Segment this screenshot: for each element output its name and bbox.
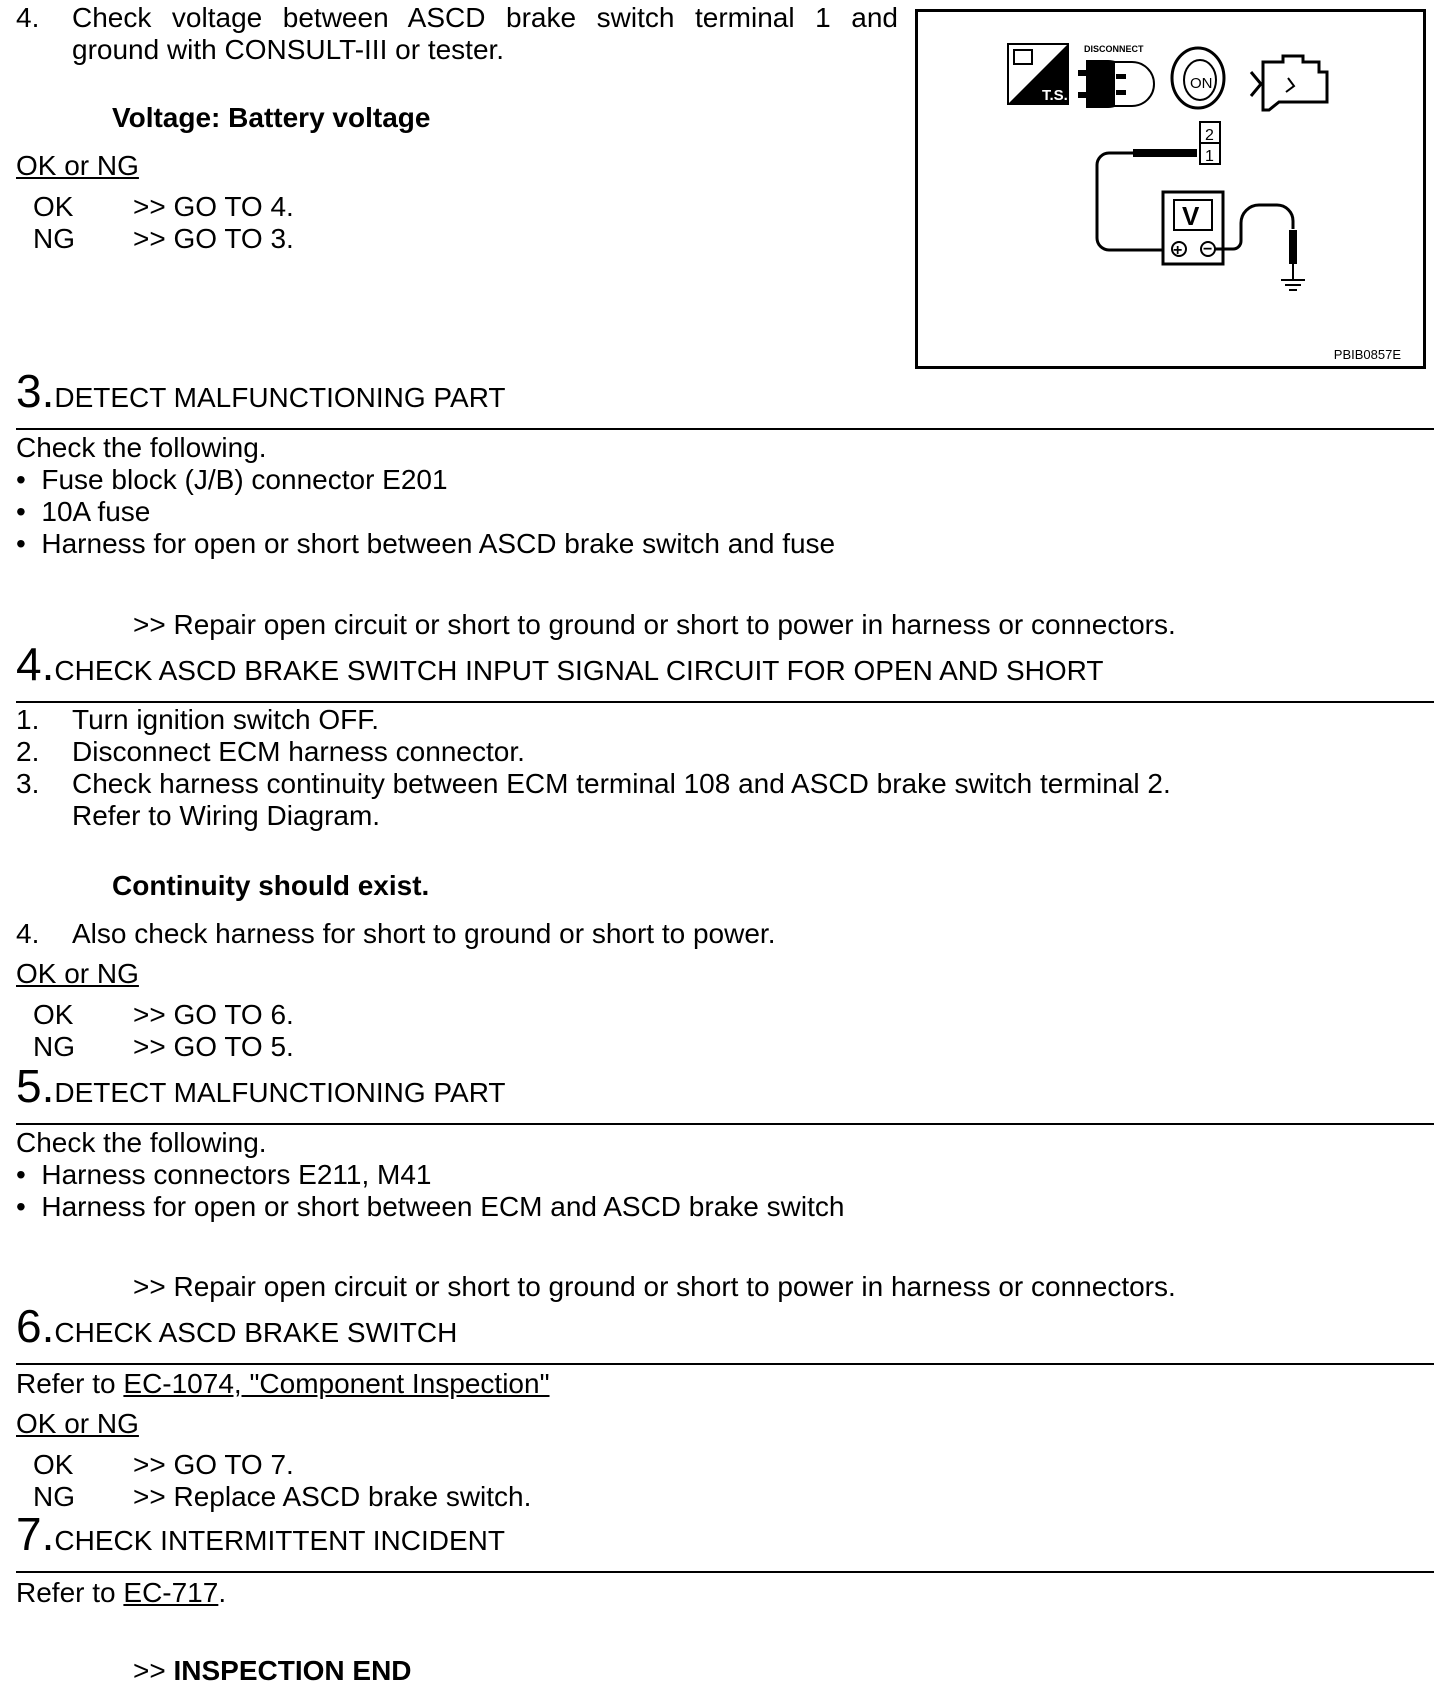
- figure-code: PBIB0857E: [1333, 347, 1401, 362]
- item-number: 4.: [16, 918, 40, 949]
- ok-action: >> GO TO 6.: [133, 999, 294, 1030]
- step-number: 6.: [16, 1300, 55, 1352]
- divider: [16, 428, 1434, 430]
- step-number: 7.: [16, 1508, 55, 1560]
- refer-text: Refer to EC-1074, "Component Inspection": [16, 1368, 550, 1399]
- ng-action: >> Replace ASCD brake switch.: [133, 1481, 532, 1512]
- intro-text: Check the following.: [16, 432, 267, 463]
- step-title: DETECT MALFUNCTIONING PART: [54, 1077, 506, 1108]
- ng-action: >> GO TO 5.: [133, 1031, 294, 1062]
- list-item: • Harness for open or short between ECM and ASCD brake switch: [16, 1191, 845, 1222]
- disconnect-icon: [1078, 44, 1154, 108]
- svg-text:+: +: [1173, 242, 1183, 259]
- divider: [16, 1363, 1434, 1365]
- svg-text:1: 1: [1205, 148, 1214, 165]
- svg-text:−: −: [1203, 241, 1213, 258]
- ok-ng-heading: OK or NG: [16, 1408, 139, 1439]
- svg-text:DISCONNECT: DISCONNECT: [1084, 44, 1144, 54]
- step-4-heading: [16, 638, 1104, 690]
- list-item: • Harness for open or short between ASCD brake switch and fuse: [16, 528, 836, 559]
- voltmeter-icon: [1163, 192, 1223, 264]
- ng-label: NG: [33, 223, 75, 254]
- svg-text:T.S.: T.S.: [1042, 87, 1068, 104]
- item-number: 4.: [16, 2, 40, 33]
- step-6-heading: [16, 1300, 458, 1352]
- ts-icon: [1008, 44, 1068, 104]
- voltage-check-figure: [915, 9, 1426, 369]
- list-item: • 10A fuse: [16, 496, 151, 527]
- step-title: CHECK ASCD BRAKE SWITCH: [54, 1317, 458, 1348]
- circuit-diagram: [918, 12, 1423, 366]
- component-inspection-link[interactable]: EC-1074, "Component Inspection": [123, 1368, 550, 1399]
- action-text: >> Repair open circuit or short to ground or short to power in harness or connectors.: [133, 609, 1176, 640]
- item-text: Check harness continuity between ECM terminal 108 and ASCD brake switch terminal 2.: [72, 768, 1171, 799]
- step-number: 3.: [16, 365, 55, 417]
- step-number: 4.: [16, 638, 55, 690]
- ok-action: >> GO TO 4.: [133, 191, 294, 222]
- svg-text:2: 2: [1205, 127, 1214, 144]
- ng-label: NG: [33, 1031, 75, 1062]
- item-text-cont: ground with CONSULT-III or tester.: [72, 34, 505, 65]
- ng-action: >> GO TO 3.: [133, 223, 294, 254]
- action-text: >> Repair open circuit or short to ground or short to power in harness or connectors.: [133, 1271, 1176, 1302]
- ok-label: OK: [33, 191, 74, 222]
- step-title: CHECK ASCD BRAKE SWITCH INPUT SIGNAL CIRCUIT FOR OPEN AND SHORT: [54, 655, 1104, 686]
- spec-text: Continuity should exist.: [112, 870, 430, 901]
- step-3-heading: [16, 365, 506, 417]
- ng-label: NG: [33, 1481, 75, 1512]
- item-number: 2.: [16, 736, 40, 767]
- ground-icon: [1281, 280, 1305, 290]
- divider: [16, 1571, 1434, 1573]
- divider: [16, 1123, 1434, 1125]
- svg-text:V: V: [1182, 201, 1200, 231]
- negative-probe: [1215, 205, 1297, 280]
- connector-terminals: [1200, 122, 1220, 165]
- item-text: Check voltage between ASCD brake switch terminal 1 and: [72, 2, 898, 33]
- step-title: CHECK INTERMITTENT INCIDENT: [54, 1525, 505, 1556]
- engine-icon: [1251, 56, 1327, 110]
- ignition-on-icon: [1172, 48, 1224, 108]
- item-text: Turn ignition switch OFF.: [72, 704, 380, 735]
- ok-ng-heading: OK or NG: [16, 958, 139, 989]
- intro-text: Check the following.: [16, 1127, 267, 1158]
- item-text: Disconnect ECM harness connector.: [72, 736, 525, 767]
- list-item: • Fuse block (J/B) connector E201: [16, 464, 448, 495]
- ok-label: OK: [33, 1449, 74, 1480]
- step-number: 5.: [16, 1060, 55, 1112]
- item-number: 1.: [16, 704, 40, 735]
- list-item: • Harness connectors E211, M41: [16, 1159, 432, 1190]
- ok-ng-heading: OK or NG: [16, 150, 139, 181]
- svg-text:ON: ON: [1190, 75, 1213, 92]
- step-5-heading: [16, 1060, 506, 1112]
- ok-label: OK: [33, 999, 74, 1030]
- step-title: DETECT MALFUNCTIONING PART: [54, 382, 506, 413]
- ok-action: >> GO TO 7.: [133, 1449, 294, 1480]
- step-7-heading: [16, 1508, 505, 1560]
- item-text: Also check harness for short to ground or short to power.: [72, 918, 776, 949]
- ec-717-link[interactable]: EC-717: [123, 1577, 219, 1608]
- item-number: 3.: [16, 768, 40, 799]
- spec-text: Voltage: Battery voltage: [112, 102, 431, 133]
- divider: [16, 701, 1434, 703]
- item-text-cont: Refer to Wiring Diagram.: [72, 800, 381, 831]
- refer-text: Refer to EC-717.: [16, 1577, 227, 1608]
- end-text: >> INSPECTION END: [133, 1655, 412, 1686]
